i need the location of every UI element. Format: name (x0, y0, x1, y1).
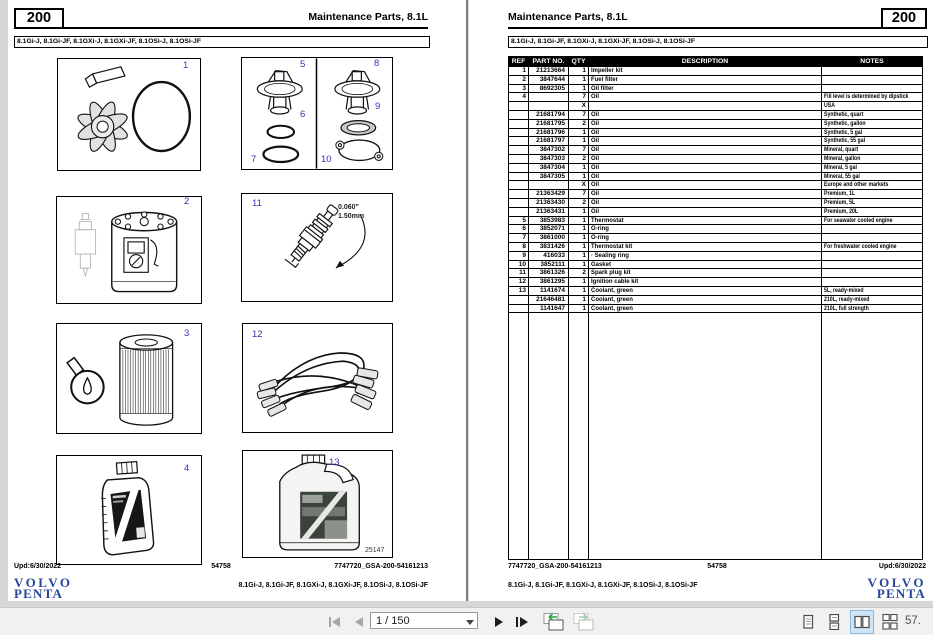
cell-notes: 210L, full strength (822, 304, 923, 313)
spark-plug-drawing (242, 194, 392, 301)
cell-part-no: 8692305 (529, 84, 569, 93)
table-row (509, 295, 923, 304)
cell-qty: 1 (569, 286, 589, 295)
cell-notes: Mineral, 5 gal (822, 163, 923, 172)
cell-qty: 2 (569, 154, 589, 163)
oil-bottle-drawing (57, 456, 201, 564)
table-row (509, 216, 923, 225)
cell-part-no: 3852071 (529, 225, 569, 234)
cell-part-no: 416033 (529, 251, 569, 260)
cell-qty: 2 (569, 119, 589, 128)
page-input-dropdown-arrow[interactable] (466, 620, 474, 625)
table-row (509, 278, 923, 287)
right-page-number: 200 (881, 8, 927, 29)
cell-ref (509, 207, 529, 216)
cell-description: Oil (589, 207, 822, 216)
column-header-notes: NOTES (822, 57, 923, 67)
table-row (509, 269, 923, 278)
cell-ref (509, 163, 529, 172)
cell-description: Coolant, green (589, 304, 822, 313)
cell-ref (509, 137, 529, 146)
impeller-kit-figure (57, 58, 201, 171)
cell-qty: 1 (569, 163, 589, 172)
cell-notes (822, 84, 923, 93)
fuel-filter-figure (56, 196, 202, 304)
cell-qty: 1 (569, 84, 589, 93)
cell-ref (509, 128, 529, 137)
cell-notes (822, 75, 923, 84)
gap-mm: 1.50mm (338, 213, 365, 220)
cell-qty: 1 (569, 304, 589, 313)
cell-notes: Fill level is determined by dipstick (822, 93, 923, 102)
cell-notes (822, 278, 923, 287)
right-page-title: Maintenance Parts, 8.1L (508, 9, 881, 29)
cell-ref: 2 (509, 75, 529, 84)
cell-part-no: 1141674 (529, 286, 569, 295)
zoom-level-label: 57. (905, 615, 921, 627)
cell-qty: 1 (569, 128, 589, 137)
cell-ref (509, 119, 529, 128)
cell-ref (509, 110, 529, 119)
cell-qty: 1 (569, 225, 589, 234)
cell-part-no: 21363431 (529, 207, 569, 216)
last-page-button[interactable] (514, 615, 530, 629)
cell-qty: 1 (569, 295, 589, 304)
cell-qty: 7 (569, 146, 589, 155)
left-footer-image-id: 54758 (211, 563, 231, 570)
impeller-kit-drawing (58, 59, 200, 170)
left-page (8, 0, 466, 601)
table-row (509, 260, 923, 269)
single-page-view-button[interactable] (797, 611, 819, 633)
table-row (509, 286, 923, 295)
table-row (509, 146, 923, 155)
cell-qty: X (569, 181, 589, 190)
table-row (509, 154, 923, 163)
callout-6: 6 (300, 109, 306, 120)
cell-notes: Synthetic, 55 gal (822, 137, 923, 146)
column-header-qty: QTY (569, 57, 589, 67)
cell-qty: 1 (569, 278, 589, 287)
cell-description: Thermostat (589, 216, 822, 225)
cell-part-no: 3847644 (529, 75, 569, 84)
cell-qty: 2 (569, 198, 589, 207)
spark-plug-figure (241, 193, 393, 302)
cell-description: Oil (589, 110, 822, 119)
filler-cell (509, 313, 529, 560)
cell-part-no: 3831426 (529, 242, 569, 251)
ignition-cable-drawing (243, 324, 392, 432)
cell-ref: 8 (509, 242, 529, 251)
cell-description: O-ring (589, 225, 822, 234)
cell-part-no: 3861295 (529, 278, 569, 287)
cell-notes: For freshwater cooled engine (822, 242, 923, 251)
cell-description (589, 102, 822, 111)
table-row (509, 225, 923, 234)
two-page-continuous-view-button[interactable] (879, 611, 901, 633)
cell-description: Ignition cable kit (589, 278, 822, 287)
cell-part-no (529, 102, 569, 111)
cell-notes: Mineral, gallon (822, 154, 923, 163)
cell-notes (822, 260, 923, 269)
cell-ref: 9 (509, 251, 529, 260)
left-page-number: 200 (14, 8, 64, 29)
cell-part-no: 1141647 (529, 304, 569, 313)
left-footer-updated: Upd:6/30/2022 (14, 563, 62, 570)
parts-table (508, 56, 923, 560)
cell-ref: 10 (509, 260, 529, 269)
cell-part-no (529, 93, 569, 102)
cell-notes: Mineral, quart (822, 146, 923, 155)
single-page-icon (800, 614, 816, 630)
oil-bottle-figure (56, 455, 202, 565)
left-page-title: Maintenance Parts, 8.1L (64, 9, 428, 29)
table-row (509, 67, 923, 76)
table-row (509, 93, 923, 102)
table-row (509, 234, 923, 243)
left-footer-doc-ref: 7747720_GSA-200-54161213 (334, 563, 428, 570)
cell-notes (822, 225, 923, 234)
cell-part-no: 3861326 (529, 269, 569, 278)
cell-notes (822, 251, 923, 260)
cell-qty: 2 (569, 269, 589, 278)
table-filler-row (509, 313, 923, 560)
cell-description: Oil (589, 190, 822, 199)
callout-5: 5 (300, 59, 306, 70)
cell-notes: Europe and other markets (822, 181, 923, 190)
cell-ref (509, 198, 529, 207)
cell-qty: 1 (569, 75, 589, 84)
cell-part-no: 3847303 (529, 154, 569, 163)
cell-notes: 210L, ready-mixed (822, 295, 923, 304)
filler-cell (569, 313, 589, 560)
first-page-button[interactable] (326, 615, 342, 629)
cell-part-no: 21213664 (529, 67, 569, 76)
cell-ref (509, 146, 529, 155)
cell-qty: 1 (569, 251, 589, 260)
cell-notes: For seawater cooled engine (822, 216, 923, 225)
cell-notes: Mineral, 55 gal (822, 172, 923, 181)
thermostat-drawing (242, 58, 392, 169)
cell-ref (509, 190, 529, 199)
logo-volvo: VOLVO (867, 575, 926, 590)
right-page (469, 0, 933, 601)
cell-part-no: 3847302 (529, 146, 569, 155)
left-models-bar: 8.1Gi-J, 8.1Gi-JF, 8.1GXi-J, 8.1GXi-JF, 8.1OSi-J, 8.1OSi-JF (14, 36, 430, 48)
callout-13: 13 (329, 457, 340, 468)
right-footer-doc-ref: 7747720_GSA-200-54161213 (508, 563, 602, 570)
cell-qty: 1 (569, 137, 589, 146)
right-footer-models: 8.1Gi-J, 8.1Gi-JF, 8.1GXi-J, 8.1GXi-JF, 8.1OSi-J, 8.1OSi-JF (508, 582, 698, 589)
next-view-button[interactable] (572, 612, 596, 632)
cell-description: Oil (589, 137, 822, 146)
o-ring-icon (133, 82, 190, 151)
two-page-view-button[interactable] (851, 611, 873, 633)
cell-ref (509, 181, 529, 190)
cell-notes (822, 269, 923, 278)
column-header-description: DESCRIPTION (589, 57, 822, 67)
logo-volvo: VOLVO (14, 575, 73, 590)
cell-ref (509, 172, 529, 181)
callout-2: 2 (184, 196, 190, 207)
cell-part-no: 3847305 (529, 172, 569, 181)
cell-part-no: 21681794 (529, 110, 569, 119)
cell-notes: USA (822, 102, 923, 111)
fuel-filter-drawing (57, 197, 201, 303)
cell-description: Spark plug kit (589, 269, 822, 278)
cell-qty: 1 (569, 260, 589, 269)
cell-description: Fuel filter (589, 75, 822, 84)
cell-ref: 5 (509, 216, 529, 225)
figure-ref-number: 25147 (365, 547, 385, 554)
two-page-view-icon (854, 614, 870, 630)
cell-description: O-ring (589, 234, 822, 243)
thermostat-kits-figure (241, 57, 393, 170)
cell-qty: 1 (569, 67, 589, 76)
cell-ref (509, 154, 529, 163)
cell-part-no: 21363430 (529, 198, 569, 207)
cell-ref: 6 (509, 225, 529, 234)
volvo-penta-logo (508, 577, 926, 599)
cell-qty: 1 (569, 216, 589, 225)
table-row (509, 304, 923, 313)
callout-11: 11 (252, 198, 262, 209)
cell-notes: 5L, ready-mixed (822, 286, 923, 295)
table-row (509, 251, 923, 260)
cell-notes: Premium, 1L (822, 190, 923, 199)
logo-penta: PENTA (876, 586, 926, 601)
cell-description: · Sealing ring (589, 251, 822, 260)
cell-part-no: 3852111 (529, 260, 569, 269)
cell-ref: 13 (509, 286, 529, 295)
cell-part-no: 3861000 (529, 234, 569, 243)
table-row (509, 75, 923, 84)
left-footer-models: 8.1Gi-J, 8.1Gi-JF, 8.1GXi-J, 8.1GXi-JF, 8.1OSi-J, 8.1OSi-JF (238, 582, 428, 589)
filler-cell (822, 313, 923, 560)
logo-penta: PENTA (14, 586, 64, 601)
gap-inches: 0.060" (338, 204, 359, 211)
cell-ref (509, 304, 529, 313)
table-row (509, 172, 923, 181)
cell-qty: 1 (569, 207, 589, 216)
cell-description: Oil (589, 198, 822, 207)
callout-12: 12 (252, 329, 263, 340)
continuous-view-button[interactable] (823, 611, 845, 633)
cell-description: Oil (589, 119, 822, 128)
cell-notes: Synthetic, gallon (822, 119, 923, 128)
continuous-view-icon (826, 614, 842, 630)
cell-description: Impeller kit (589, 67, 822, 76)
cell-ref: 1 (509, 67, 529, 76)
cell-qty: 7 (569, 93, 589, 102)
oil-filter-figure (56, 323, 202, 434)
callout-9: 9 (375, 101, 381, 112)
oil-can-icon (67, 358, 104, 404)
viewer-toolbar (0, 607, 933, 635)
cell-notes: Synthetic, quart (822, 110, 923, 119)
cell-ref: 4 (509, 93, 529, 102)
right-footer-updated: Upd:6/30/2022 (878, 563, 926, 570)
cell-ref: 7 (509, 234, 529, 243)
table-row (509, 242, 923, 251)
callout-1: 1 (183, 60, 189, 71)
cell-part-no (529, 181, 569, 190)
cell-ref (509, 102, 529, 111)
parts-table-header-row (509, 57, 923, 67)
parts-table-body (509, 67, 923, 560)
cell-notes: Premium, 20L (822, 207, 923, 216)
cell-description: Oil (589, 181, 822, 190)
filler-cell (529, 313, 569, 560)
next-page-button[interactable] (492, 615, 506, 629)
table-row (509, 110, 923, 119)
cell-part-no: 3847304 (529, 163, 569, 172)
table-row (509, 128, 923, 137)
cell-description: Oil filter (589, 84, 822, 93)
cell-ref: 3 (509, 84, 529, 93)
oil-filter-drawing (57, 324, 201, 433)
callout-8: 8 (374, 58, 380, 69)
cell-notes: Synthetic, 5 gal (822, 128, 923, 137)
cell-notes: Premium, 5L (822, 198, 923, 207)
cell-qty: 1 (569, 234, 589, 243)
cell-description: Coolant, green (589, 286, 822, 295)
cell-qty: 7 (569, 110, 589, 119)
cell-description: Oil (589, 163, 822, 172)
table-row (509, 137, 923, 146)
cell-description: Oil (589, 93, 822, 102)
cell-qty: 1 (569, 172, 589, 181)
cell-description: Coolant, green (589, 295, 822, 304)
cell-part-no: 21646481 (529, 295, 569, 304)
column-header-part-no-: PART NO. (529, 57, 569, 67)
spark-plug-gap-note (338, 203, 364, 221)
cell-qty: X (569, 102, 589, 111)
table-row (509, 190, 923, 199)
cell-notes (822, 67, 923, 76)
table-row (509, 102, 923, 111)
cell-part-no: 21681796 (529, 128, 569, 137)
callout-7: 7 (251, 154, 257, 165)
page-number-input[interactable] (370, 612, 478, 629)
ignition-cable-figure (242, 323, 393, 433)
cell-ref: 12 (509, 278, 529, 287)
cell-description: Oil (589, 146, 822, 155)
cell-description: Oil (589, 172, 822, 181)
cell-qty: 1 (569, 242, 589, 251)
previous-view-button[interactable] (542, 612, 566, 632)
callout-3: 3 (184, 328, 190, 339)
cell-part-no: 3853983 (529, 216, 569, 225)
cell-ref: 11 (509, 269, 529, 278)
cell-part-no: 21363429 (529, 190, 569, 199)
cell-description: Oil (589, 154, 822, 163)
cell-description: Gasket (589, 260, 822, 269)
right-footer-image-id: 54758 (707, 563, 727, 570)
table-row (509, 207, 923, 216)
fuel-pump-icon (124, 238, 158, 272)
two-page-continuous-icon (882, 614, 898, 630)
table-row (509, 198, 923, 207)
cell-ref (509, 295, 529, 304)
cell-part-no: 21681797 (529, 137, 569, 146)
cell-notes (822, 234, 923, 243)
table-row (509, 84, 923, 93)
cell-part-no: 21681795 (529, 119, 569, 128)
coolant-jug-drawing (243, 451, 392, 557)
table-row (509, 181, 923, 190)
previous-page-button[interactable] (352, 615, 366, 629)
cell-description: Oil (589, 128, 822, 137)
column-header-ref: REF (509, 57, 529, 67)
cell-qty: 7 (569, 190, 589, 199)
filler-cell (589, 313, 822, 560)
callout-4: 4 (184, 463, 190, 474)
table-row (509, 163, 923, 172)
callout-10: 10 (321, 154, 332, 165)
coolant-jug-figure (242, 450, 393, 558)
table-row (509, 119, 923, 128)
right-models-bar: 8.1Gi-J, 8.1Gi-JF, 8.1GXi-J, 8.1GXi-JF, 8.1OSi-J, 8.1OSi-JF (508, 36, 928, 48)
cell-description: Thermostat kit (589, 242, 822, 251)
page-separator (466, 0, 468, 601)
